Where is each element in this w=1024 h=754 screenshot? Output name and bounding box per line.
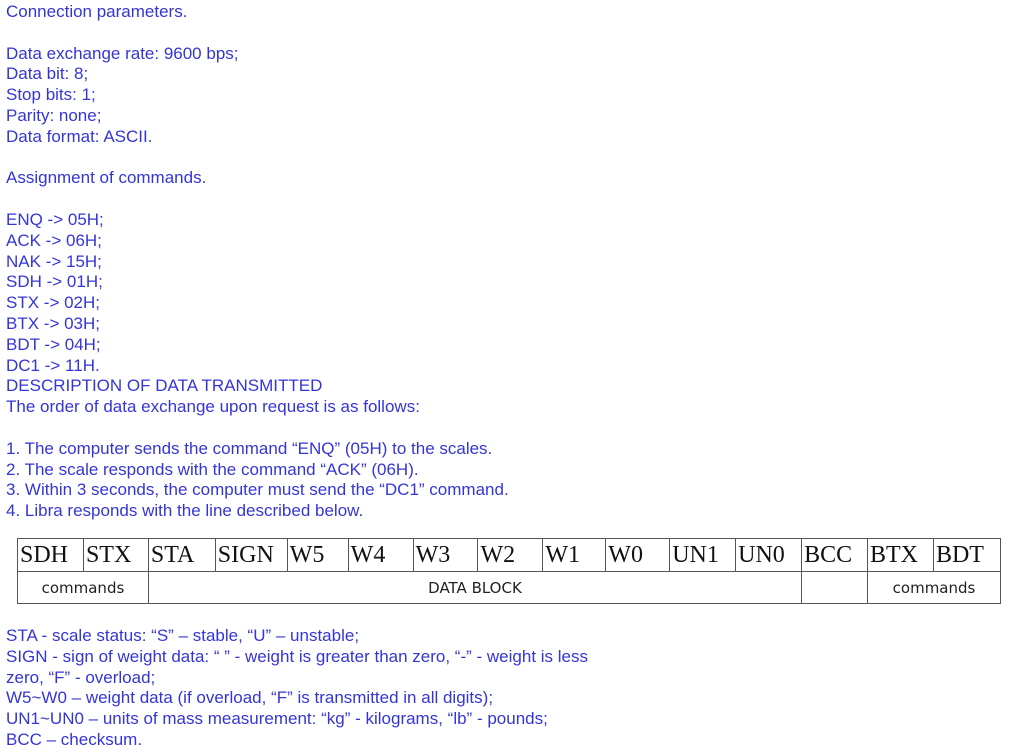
field-w4: W4 xyxy=(348,539,413,572)
text-line: Connection parameters. xyxy=(6,2,188,21)
field-sign: SIGN xyxy=(215,539,287,572)
text-line: DC1 -> 11H. xyxy=(6,355,100,375)
frame-group-row xyxy=(18,572,1001,604)
field-w0: W0 xyxy=(606,539,670,572)
text-line xyxy=(6,148,509,169)
field-sdh: SDH xyxy=(18,539,84,572)
text-line: 4. Libra responds with the line described below. xyxy=(6,501,364,521)
connection-description xyxy=(6,2,509,522)
text-line: Stop bits: 1; xyxy=(6,85,96,105)
text-line: 3. Within 3 seconds, the computer must send the “DC1” command. xyxy=(6,480,509,500)
text-line: The order of data exchange upon request is as follows: xyxy=(6,397,420,417)
text-line: 2. The scale responds with the command “ACK” (06H). xyxy=(6,459,419,479)
text-line: SDH -> 01H; xyxy=(6,272,103,292)
field-bcc: BCC xyxy=(802,539,868,572)
field-w3: W3 xyxy=(413,539,478,572)
field-un0: UN0 xyxy=(736,539,802,572)
data-frame-table xyxy=(17,538,1001,604)
text-line: DESCRIPTION OF DATA TRANSMITTED xyxy=(6,376,323,396)
field-stx: STX xyxy=(83,539,148,572)
group-data-block: DATA BLOCK xyxy=(148,572,801,604)
text-line: Data format: ASCII. xyxy=(6,126,153,146)
text-line: Data exchange rate: 9600 bps; xyxy=(6,43,239,63)
field-sta: STA xyxy=(148,539,215,572)
text-line: ENQ -> 05H; xyxy=(6,209,104,229)
text-line: 1. The computer sends the command “ENQ” (05H) to the scales. xyxy=(6,438,493,458)
text-line: BCC – checksum. xyxy=(6,729,143,749)
text-line: STX -> 02H; xyxy=(6,293,101,313)
field-btx: BTX xyxy=(868,539,934,572)
text-line: Assignment of commands. xyxy=(6,168,207,188)
text-line: BDT -> 04H; xyxy=(6,334,101,354)
group-bcc xyxy=(802,572,868,604)
text-line xyxy=(6,23,509,44)
text-line: W5~W0 – weight data (if overload, “F” is transmitted in all digits); xyxy=(6,688,494,708)
text-line: NAK -> 15H; xyxy=(6,251,102,271)
frame-header-row xyxy=(18,539,1001,572)
text-line: Parity: none; xyxy=(6,105,102,125)
field-bdt: BDT xyxy=(933,539,1000,572)
text-line: SIGN - sign of weight data: “ ” - weight is greater than zero, “-” - weight is less xyxy=(6,646,588,666)
text-line xyxy=(6,189,509,210)
text-line: ACK -> 06H; xyxy=(6,230,102,250)
field-w2: W2 xyxy=(478,539,543,572)
group-commands-start: commands xyxy=(18,572,149,604)
text-line: UN1~UN0 – units of mass measurement: “kg” - kilograms, “lb” - pounds; xyxy=(6,709,548,729)
field-w5: W5 xyxy=(287,539,348,572)
field-un1: UN1 xyxy=(670,539,736,572)
text-line xyxy=(6,418,509,439)
text-line: Data bit: 8; xyxy=(6,64,89,84)
group-commands-end: commands xyxy=(868,572,1001,604)
text-line: STA - scale status: “S” – stable, “U” – unstable; xyxy=(6,626,360,645)
text-line: BTX -> 03H; xyxy=(6,313,101,333)
field-w1: W1 xyxy=(543,539,606,572)
field-legend xyxy=(6,626,588,751)
text-line: zero, “F” - overload; xyxy=(6,667,156,687)
